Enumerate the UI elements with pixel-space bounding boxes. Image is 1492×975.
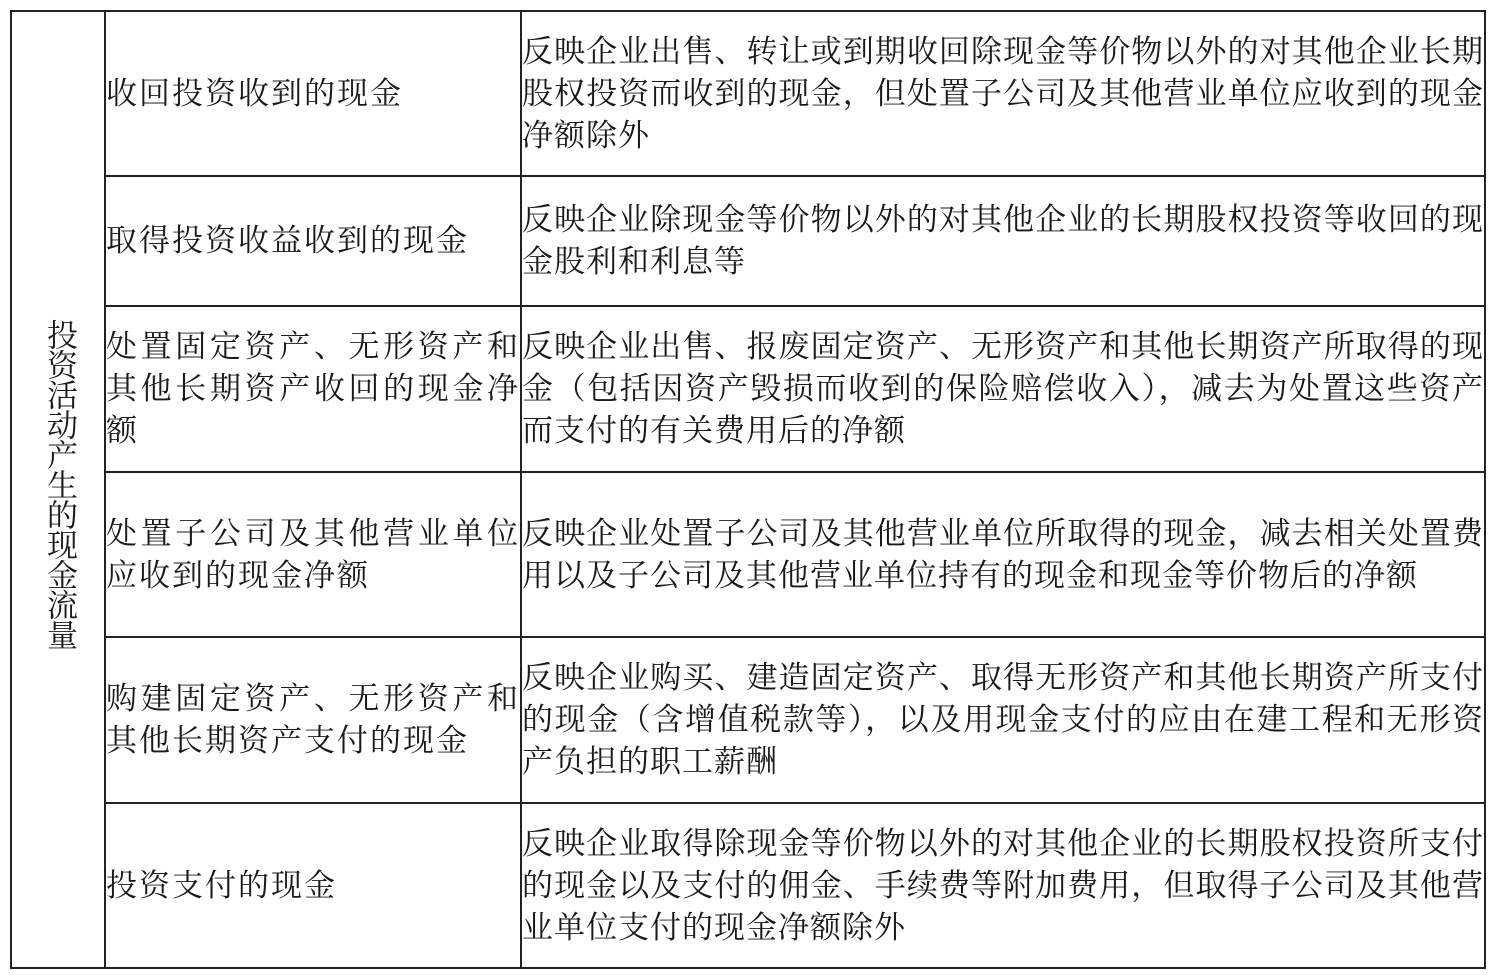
category-label: 投资活动产生的现金流量 [41,319,77,649]
description-cell: 反映企业出售、转让或到期收回除现金等价物以外的对其他企业长期股权投资而收到的现金，但处置子公司及其他营业单位应收到的现金净额除外 [521,11,1485,176]
item-cell: 处置子公司及其他营业单位应收到的现金净额 [105,472,521,637]
table-row [11,472,1485,637]
table-row [11,803,1485,968]
category-cell [11,11,105,968]
item-cell: 处置固定资产、无形资产和其他长期资产收回的现金净额 [105,306,521,472]
cash-flow-table [10,10,1486,969]
item-cell: 投资支付的现金 [105,803,521,968]
description-cell: 反映企业处置子公司及其他营业单位所取得的现金，减去相关处置费用以及子公司及其他营业单位持有的现金和现金等价物后的净额 [521,472,1485,637]
description-cell: 反映企业出售、报废固定资产、无形资产和其他长期资产所取得的现金（包括因资产毁损而收到的保险赔偿收入），减去为处置这些资产而支付的有关费用后的净额 [521,306,1485,472]
description-cell: 反映企业取得除现金等价物以外的对其他企业的长期股权投资所支付的现金以及支付的佣金、手续费等附加费用，但取得子公司及其他营业单位支付的现金净额除外 [521,803,1485,968]
table-row [11,11,1485,176]
table-row [11,637,1485,803]
description-cell: 反映企业购买、建造固定资产、取得无形资产和其他长期资产所支付的现金（含增值税款等），以及用现金支付的应由在建工程和无形资产负担的职工薪酬 [521,637,1485,803]
item-cell: 购建固定资产、无形资产和其他长期资产支付的现金 [105,637,521,803]
table-row [11,306,1485,472]
item-cell: 收回投资收到的现金 [105,11,521,176]
description-cell: 反映企业除现金等价物以外的对其他企业的长期股权投资等收回的现金股利和利息等 [521,176,1485,306]
table-row [11,176,1485,306]
item-cell: 取得投资收益收到的现金 [105,176,521,306]
